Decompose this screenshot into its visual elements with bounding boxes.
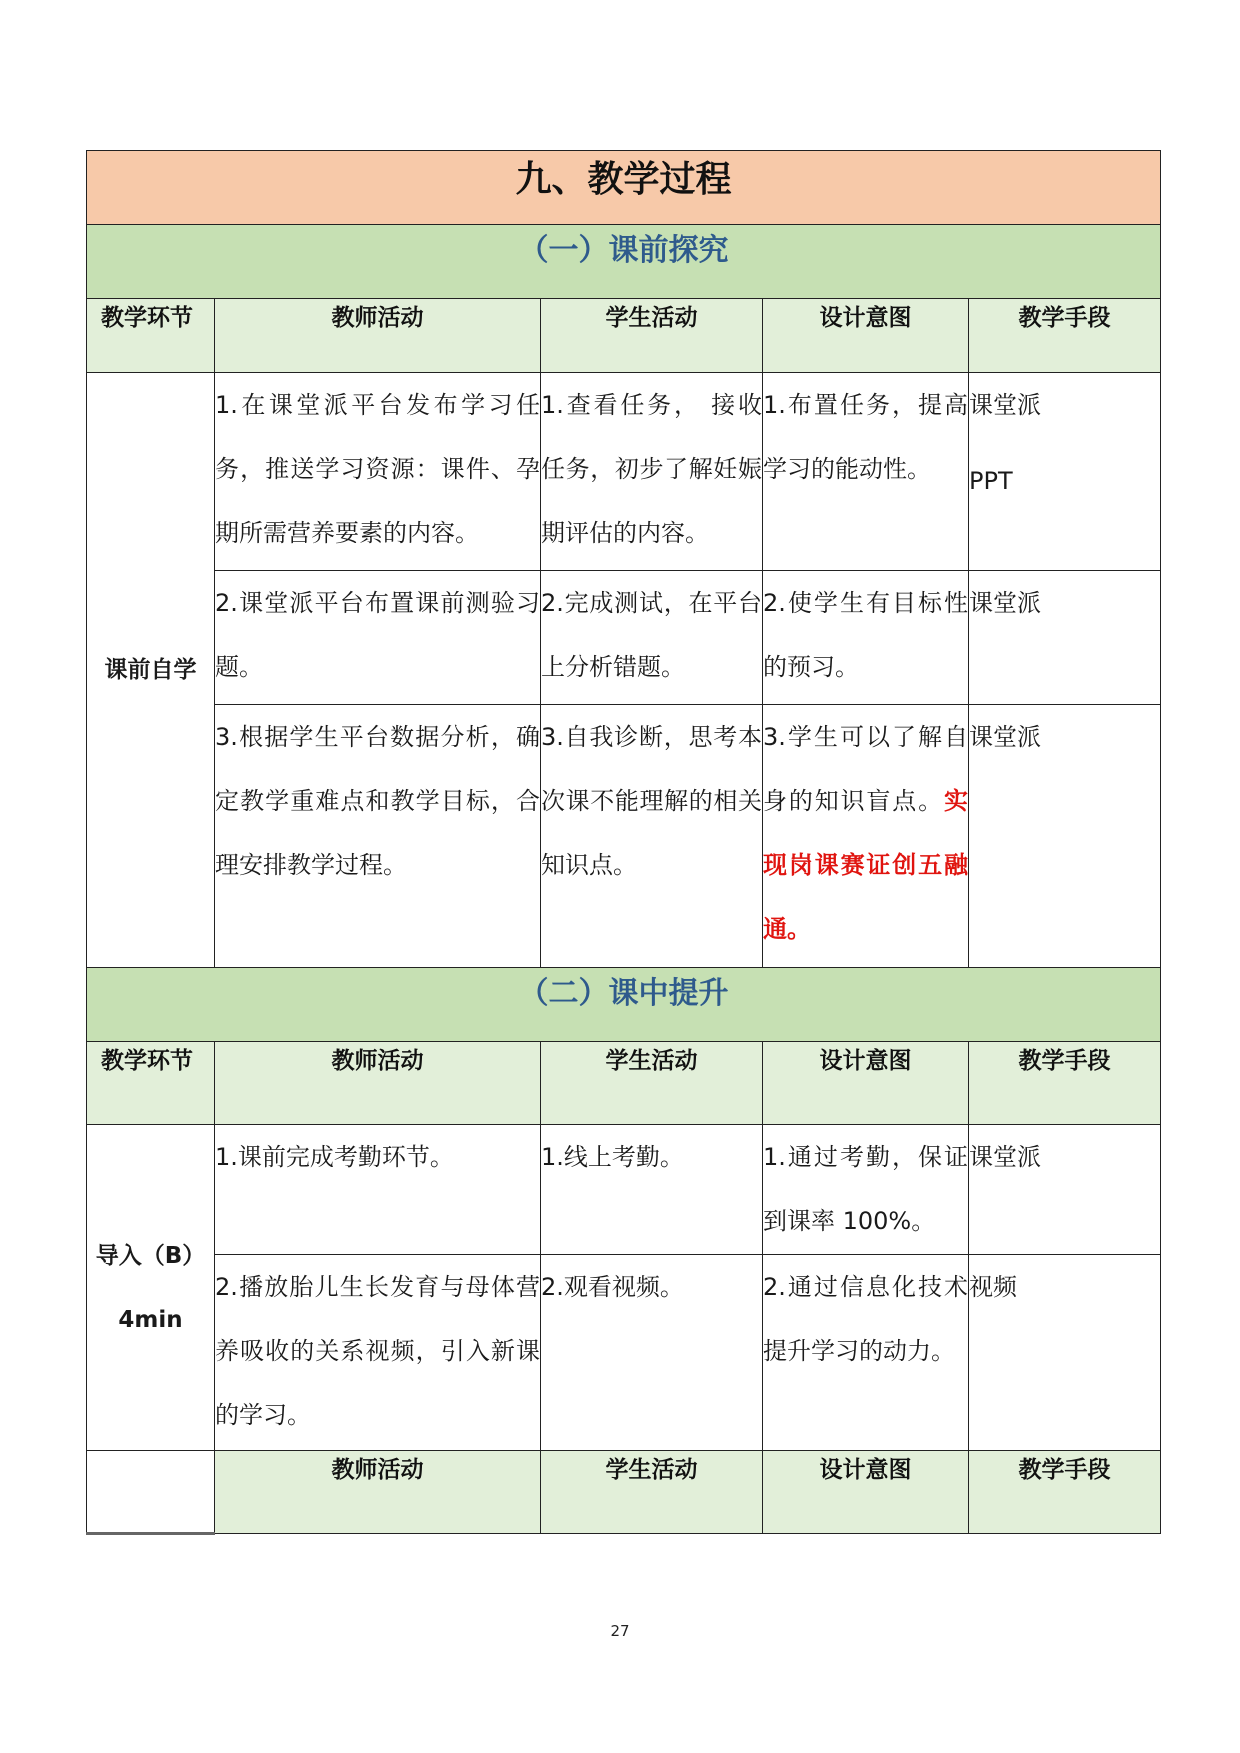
student-activity: 2.完成测试，在平台上分析错题。 [541, 571, 763, 705]
stage-duration: 4min [118, 1306, 183, 1333]
means-item: 课堂派 [969, 1143, 1041, 1171]
header-teacher: 教师活动 [215, 1451, 541, 1534]
design-intent: 1.通过考勤，保证到课率 100%。 [763, 1125, 969, 1255]
stage-cell [87, 1125, 215, 1451]
header-teacher: 教师活动 [215, 299, 541, 373]
header-row [87, 1042, 1161, 1125]
design-intent: 1.布置任务，提高学习的能动性。 [763, 373, 969, 571]
teacher-activity: 1.课前完成考勤环节。 [215, 1125, 541, 1255]
table-row [87, 1125, 1161, 1255]
header-intent: 设计意图 [763, 299, 969, 373]
design-intent: 2.通过信息化技术提升学习的动力。 [763, 1255, 969, 1451]
teacher-activity: 1.在课堂派平台发布学习任务，推送学习资源：课件、孕期所需营养要素的内容。 [215, 373, 541, 571]
means-item: 课堂派 [969, 391, 1041, 419]
table-title: 九、教学过程 [87, 151, 1161, 225]
table-row [87, 1255, 1161, 1451]
section-title-pre-class: （一）课前探究 [87, 225, 1161, 299]
stage-name: 导入（B） [95, 1242, 206, 1269]
student-activity: 1.线上考勤。 [541, 1125, 763, 1255]
student-activity: 3.自我诊断，思考本次课不能理解的相关知识点。 [541, 705, 763, 968]
intent-text: 3.学生可以了解自身的知识盲点。 [763, 723, 968, 815]
table-row [87, 705, 1161, 968]
teacher-activity: 3.根据学生平台数据分析，确定教学重难点和教学目标，合理安排教学过程。 [215, 705, 541, 968]
means-item: 课堂派 [969, 589, 1041, 617]
design-intent [763, 705, 969, 968]
design-intent: 2.使学生有目标性的预习。 [763, 571, 969, 705]
means-item: PPT [969, 467, 1013, 495]
stage-cell: 课前自学 [87, 373, 215, 968]
means-item: 课堂派 [969, 723, 1041, 751]
teaching-means [969, 705, 1161, 968]
teaching-means [969, 373, 1161, 571]
teaching-means [969, 1255, 1161, 1451]
header-means: 教学手段 [969, 1451, 1161, 1534]
header-stage: 教学环节 [87, 299, 215, 373]
header-teacher: 教师活动 [215, 1042, 541, 1125]
header-stage: 教学环节 [87, 1042, 215, 1125]
page-number: 27 [610, 1622, 630, 1640]
student-activity: 2.观看视频。 [541, 1255, 763, 1451]
table-row [87, 571, 1161, 705]
header-intent: 设计意图 [763, 1451, 969, 1534]
header-intent: 设计意图 [763, 1042, 969, 1125]
teaching-means [969, 1125, 1161, 1255]
teaching-process-table [86, 150, 1161, 1535]
section-title-in-class: （二）课中提升 [87, 968, 1161, 1042]
header-student: 学生活动 [541, 299, 763, 373]
student-activity: 1.查看任务， 接收任务，初步了解妊娠期评估的内容。 [541, 373, 763, 571]
header-means: 教学手段 [969, 1042, 1161, 1125]
header-row [87, 1451, 1161, 1534]
header-student: 学生活动 [541, 1042, 763, 1125]
header-means: 教学手段 [969, 299, 1161, 373]
header-row [87, 299, 1161, 373]
header-student: 学生活动 [541, 1451, 763, 1534]
table-row [87, 373, 1161, 571]
intent-highlight: 实现岗课赛证创五融通。 [763, 787, 968, 943]
teacher-activity: 2.课堂派平台布置课前测验习题。 [215, 571, 541, 705]
teacher-activity: 2.播放胎儿生长发育与母体营养吸收的关系视频，引入新课的学习。 [215, 1255, 541, 1451]
teaching-means [969, 571, 1161, 705]
means-item: 视频 [969, 1273, 1017, 1301]
blank-stage-cell [87, 1451, 215, 1534]
